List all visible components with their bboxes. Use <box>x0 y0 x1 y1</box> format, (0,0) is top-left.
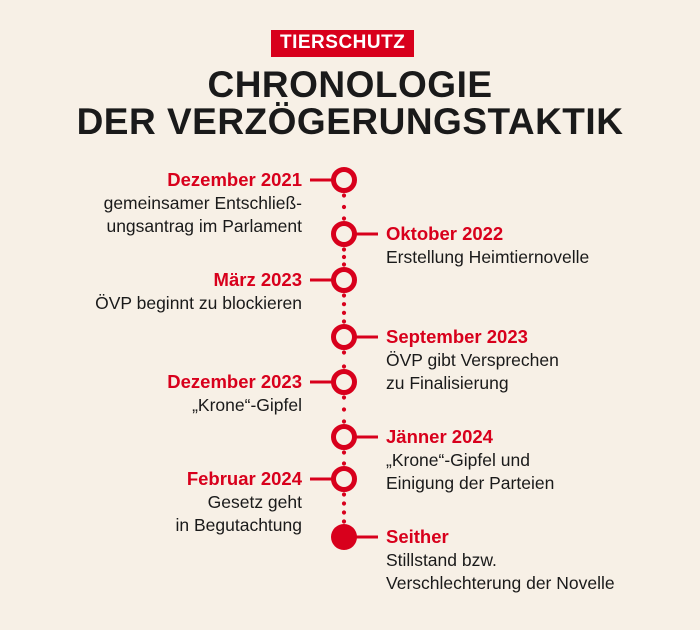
timeline-node <box>334 372 355 393</box>
event-description: gemeinsamer Entschließ- ungsantrag im Parlament <box>103 193 302 236</box>
timeline-node <box>334 270 355 291</box>
connector-dot <box>342 311 346 315</box>
timeline-event <box>386 325 559 395</box>
connector-dot <box>342 302 346 306</box>
connector-dot <box>342 492 346 496</box>
connector-dot <box>342 247 346 251</box>
connector-dot <box>342 419 346 423</box>
event-date: Dezember 2023 <box>167 371 302 392</box>
event-description: ÖVP beginnt zu blockieren <box>95 293 302 313</box>
event-date: Oktober 2022 <box>386 223 504 244</box>
category-badge: TIERSCHUTZ <box>271 30 414 57</box>
event-description: Gesetz geht in Begutachtung <box>175 492 302 535</box>
timeline-event <box>104 168 302 238</box>
timeline-event <box>167 370 302 417</box>
timeline-node <box>334 427 355 448</box>
event-description: ÖVP gibt Versprechen zu Finalisierung <box>386 350 559 393</box>
connector-dot <box>342 510 346 514</box>
event-date: Jänner 2024 <box>386 426 493 447</box>
event-date: Dezember 2021 <box>167 169 302 190</box>
event-description: Erstellung Heimtiernovelle <box>386 247 590 267</box>
connector-dot <box>342 205 346 209</box>
connector-dot <box>342 350 346 354</box>
page-title-line-2: DER VERZÖGERUNGSTAKTIK <box>76 101 624 142</box>
event-date: Februar 2024 <box>186 468 302 489</box>
connector-dot <box>342 407 346 411</box>
timeline-node <box>334 327 355 348</box>
timeline-event <box>386 425 554 495</box>
connector-dot <box>342 319 346 323</box>
event-date: September 2023 <box>386 326 528 347</box>
connector-dot <box>342 216 346 220</box>
event-description: Stillstand bzw. Verschlechterung der Novelle <box>386 550 615 593</box>
connector-dot <box>342 461 346 465</box>
event-description: „Krone“-Gipfel <box>192 395 302 415</box>
connector-dot <box>342 501 346 505</box>
event-date: Seither <box>386 526 449 547</box>
connector-dot <box>342 364 346 368</box>
connector-dot <box>342 293 346 297</box>
event-date: März 2023 <box>213 269 302 290</box>
timeline-event <box>176 467 303 537</box>
connector-dot <box>342 450 346 454</box>
connector-dot <box>342 395 346 399</box>
timeline-node <box>334 170 355 191</box>
connector-dot <box>342 255 346 259</box>
page-title-line-1: CHRONOLOGIE <box>207 64 493 105</box>
timeline-node <box>334 469 355 490</box>
timeline-event <box>386 525 615 595</box>
connector-dot <box>342 519 346 523</box>
timeline-event <box>386 222 589 269</box>
event-description: „Krone“-Gipfel und Einigung der Parteien <box>386 450 555 493</box>
timeline-node-filled <box>331 524 357 550</box>
connector-dot <box>342 262 346 266</box>
connector-dot <box>342 193 346 197</box>
timeline-event <box>95 268 302 315</box>
timeline-node <box>334 224 355 245</box>
